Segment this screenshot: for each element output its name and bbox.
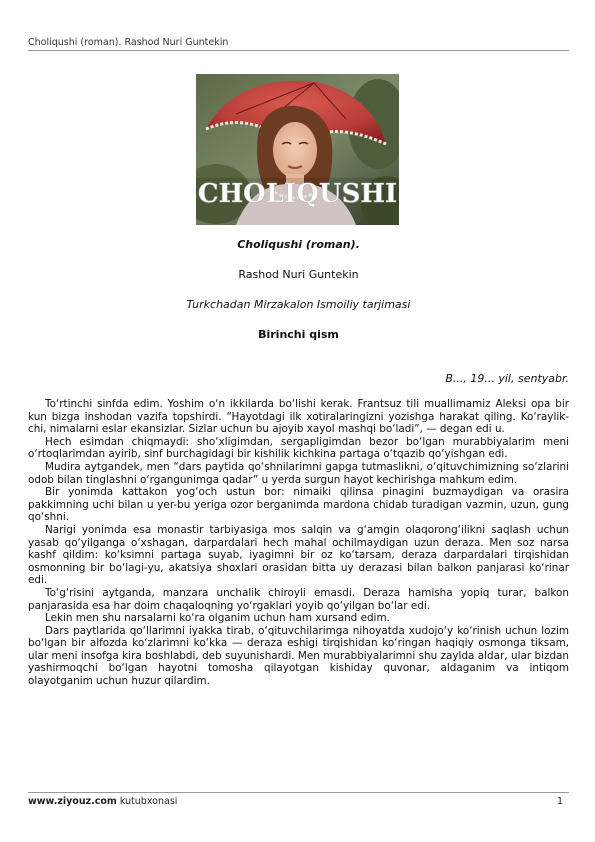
body-text [28,398,569,688]
header-divider [28,50,569,51]
book-author: Rashod Nuri Guntekin [238,268,359,281]
footer-label: kutubxonasi [119,796,178,807]
paragraph: Dars paytlarida qo‘llarimni iyakka tirab, o‘qituvchilarimga nihoyatda xudojo‘y ko‘rinish uchun lozim bo‘lgan bir alfozda ko‘zlarimni ko‘kka — deraza eshigi tirqishidan ko‘ringan haqiqiy osmonga tiksam, ular meni insofga kira boshlabdi, deb suyunishardi. Men murabbiyalarimni shu zaylda aldar, ular bizdan yashirmoqchi bo‘lgan hayotni tomosha qilayotgan kishiday quvonar, aldaganim va intiqom olayotganim uchun huzur qilardim. [28,624,569,688]
cover-image [196,74,399,225]
part-heading: Birinchi qism [258,328,339,341]
page-number: 1 [556,796,563,807]
paragraph: Mudira aytgandek, men “dars paytida qo‘shnilarimni gapga tutmaslikni, o‘qituvchimizning so‘zlarini odob bilan tinglashni o‘rgangunimga qadar” u yerda surgun hayot kechirishga mahkum edim. [28,460,569,486]
dateline: B..., 19... yil, sentyabr. [445,372,569,385]
cover-title-lettering: CHOLIQUSHI [197,179,398,209]
footer-divider [28,792,569,793]
paragraph: To‘rtinchi sinfda edim. Yoshim o‘n ikkilarda bo‘lishi kerak. Frantsuz tili muallimamiz Aleksi opa bir kun bizga inshodan vazifa topshirdi. “Hayotdagi ilk xotiralaringizni yozishga harakat qiling. Ko‘raylik-chi, nimalarni eslar ekansizlar. Sizlar uchun bu ajoyib xayol mashqi bo‘ladi”, — degan edi u. [28,398,569,436]
translator-credit: Turkchadan Mirzakalon Ismoiliy tarjimasi [186,298,411,311]
paragraph: Narigi yonimda esa monastir tarbiyasiga mos salqin va g‘amgin olaqorong‘ilikni saqlash uchun yasab qo‘yilganga o‘xshagan, darpardalari hech mahal ochilmaydigan uzun deraza. Men soz narsa kashf qildim: ko‘ksimni partaga suyab, iyagimni bir oz ko‘tarsam, deraza darpardalari tirqishidan osmonning bir bo‘lagi-yu, akatsiya shoxlari orasidan bitta uy derazasi bilan balkon panjarasi ko‘rinar edi. [28,523,569,587]
running-header: Choliqushi (roman). Rashod Nuri Guntekin [28,37,229,48]
paragraph: Bir yonimda kattakon yog‘och ustun bor: nimaiki qilinsa pinagini buzmaydigan va orasira pakkimning uchi bilan u yer-bu yeriga ozor berganimda mardona chidab turadigan vazmin, uzun, gung qo‘shni. [28,486,569,524]
paragraph: Lekin men shu narsalarni ko‘ra olganim uchun ham xursand edim. [45,612,390,625]
paragraph: Hech esimdan chiqmaydi: sho‘xligimdan, sergapligimdan bezor bo‘lgan murabbiyalarim meni o‘rtoqlarimdan ayirib, sinf burchagidagi bir kishilik kichkina partaga o‘tqazib qo‘yishgan edi. [28,435,569,461]
footer-site-link[interactable]: www.ziyouz.com [28,796,117,807]
paragraph: To‘g‘risini aytganda, manzara unchalik chiroyli emasdi. Deraza hamisha yopiq turar, balkon panjarasida esa har doim chaqaloqning yo‘rgaklari yoyib qo‘yilgan bo‘lar edi. [28,586,569,612]
book-title: Choliqushi (roman). [237,238,360,251]
page-footer [28,796,569,807]
